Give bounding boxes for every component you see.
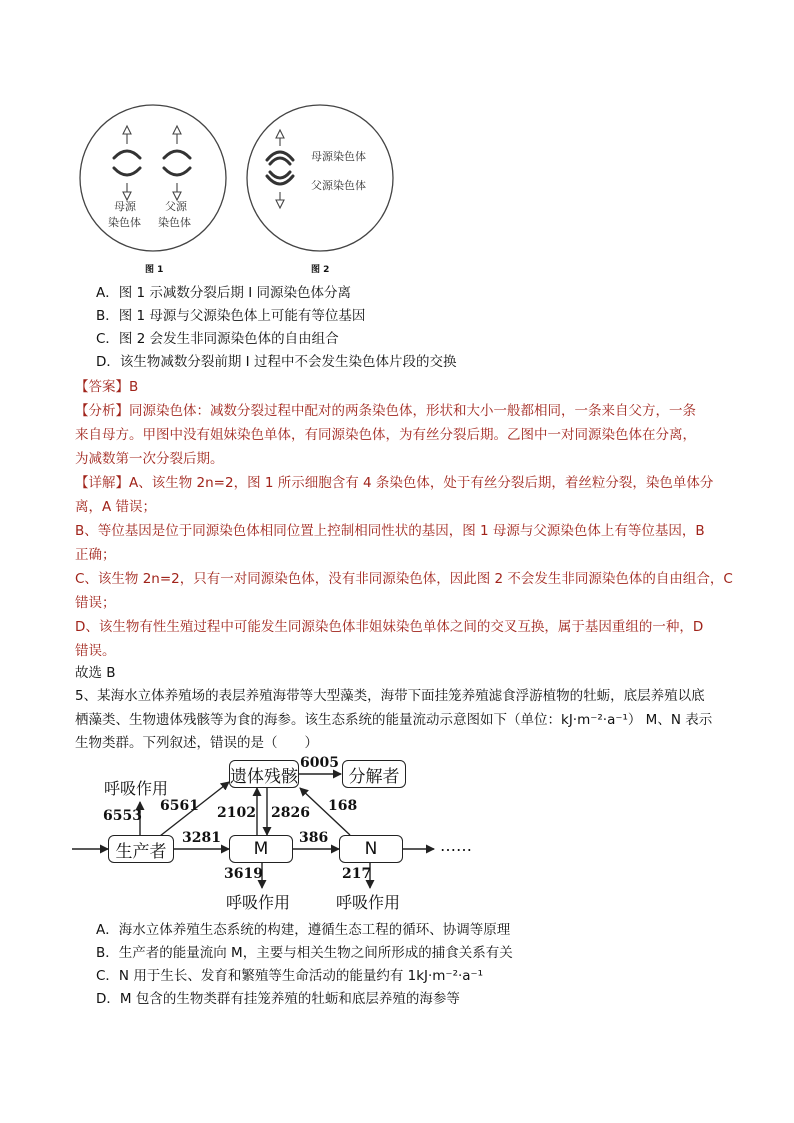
fig1-cell bbox=[80, 105, 226, 251]
q5-option-d: D．M 包含的生物类群有挂笼养殖的牡蛎和底层养殖的海参等 bbox=[96, 991, 460, 1007]
q4-option-a: A．图 1 示减数分裂后期 I 同源染色体分离 bbox=[96, 285, 351, 301]
fig1-arrows-left bbox=[123, 126, 131, 200]
fig2-label-paternal: 父源染色体 bbox=[311, 179, 366, 192]
value-168: 168 bbox=[328, 798, 358, 814]
q5-option-c: C．N 用于生长、发育和繁殖等生命活动的能量约有 1kJ·m⁻²·a⁻¹ bbox=[96, 968, 484, 984]
producer-box: 生产者 bbox=[108, 835, 174, 863]
remains-box: 遗体残骸 bbox=[229, 760, 299, 788]
value-3619: 3619 bbox=[224, 866, 263, 882]
q4-analysis-line-3: 为减数第一次分裂后期。 bbox=[75, 451, 224, 467]
q4-detail-line-1: 【详解】A、该生物 2n=2，图 1 所示细胞含有 4 条染色体，处于有丝分裂后期，着丝粒分裂，染色单体分 bbox=[75, 475, 714, 491]
q4-option-b: B．图 1 母源与父源染色体上可能有等位基因 bbox=[96, 308, 366, 324]
q4-detail-line-4: 正确； bbox=[75, 547, 116, 563]
value-2826: 2826 bbox=[271, 805, 310, 821]
fig1-label-maternal-1: 母源 bbox=[114, 200, 136, 213]
fig1-arrows-right bbox=[173, 126, 181, 200]
q4-detail-line-5: C、该生物 2n=2，只有一对同源染色体，没有非同源染色体，因此图 2 不会发生非同源染色体的自由组合，C bbox=[75, 571, 733, 587]
fig1-label-maternal-2: 染色体 bbox=[108, 216, 141, 229]
q4-detail-line-3: B、等位基因是位于同源染色体相同位置上控制相同性状的基因，图 1 母源与父源染色体上有等位基因，B bbox=[75, 523, 705, 539]
q4-analysis-line-1: 【分析】同源染色体：减数分裂过程中配对的两条染色体，形状和大小一般都相同，一条来自父方，一条 bbox=[75, 403, 696, 419]
value-217: 217 bbox=[342, 866, 372, 882]
q4-detail-line-2: 离，A 错误； bbox=[75, 499, 157, 515]
fig1-chromosome-left bbox=[114, 151, 140, 175]
value-386: 386 bbox=[299, 830, 329, 846]
q5-stem-line-1: 5、某海水立体养殖场的表层养殖海带等大型藻类，海带下面挂笼养殖滤食浮游植物的牡蛎，底层养殖以底 bbox=[75, 688, 705, 704]
value-6561: 6561 bbox=[160, 798, 199, 814]
respiration-m-label: 呼吸作用 bbox=[226, 893, 291, 912]
value-3281: 3281 bbox=[182, 830, 221, 846]
q5-stem-line-2: 栖藻类、生物遗体残骸等为食的海参。该生态系统的能量流动示意图如下（单位：kJ·m⁻²·a⁻¹） M、N 表示 bbox=[75, 712, 713, 728]
fig1-chromosome-right bbox=[164, 151, 190, 175]
q4-detail-line-7: D、该生物有性生殖过程中可能发生同源染色体非姐妹染色单体之间的交叉互换，属于基因重组的一种，D bbox=[75, 619, 704, 635]
value-2102: 2102 bbox=[217, 805, 256, 821]
q5-stem-line-3: 生物类群。下列叙述，错误的是（ ） bbox=[75, 735, 318, 751]
n-box: N bbox=[339, 835, 403, 863]
q4-conclusion: 故选 B bbox=[75, 665, 116, 681]
onward-ellipsis: …… bbox=[440, 836, 472, 855]
fig1-caption: 图 1 bbox=[145, 265, 164, 275]
value-6005: 6005 bbox=[300, 755, 339, 771]
fig2-caption: 图 2 bbox=[311, 265, 330, 275]
q4-detail-line-8: 错误。 bbox=[75, 643, 116, 659]
respiration-producer-label: 呼吸作用 bbox=[104, 779, 169, 798]
q4-answer: 【答案】B bbox=[75, 379, 139, 395]
fig2-chromosome-pair bbox=[267, 152, 293, 184]
fig1-label-paternal-1: 父源 bbox=[165, 200, 187, 213]
fig2-arrows bbox=[276, 130, 284, 208]
q4-option-d: D．该生物减数分裂前期 I 过程中不会发生染色体片段的交换 bbox=[96, 354, 457, 370]
value-6553: 6553 bbox=[103, 808, 142, 824]
q4-option-c: C．图 2 会发生非同源染色体的自由组合 bbox=[96, 331, 339, 347]
q5-option-a: A．海水立体养殖生态系统的构建，遵循生态工程的循环、协调等原理 bbox=[96, 922, 511, 938]
q4-analysis-line-2: 来自母方。甲图中没有姐妹染色单体，有同源染色体，为有丝分裂后期。乙图中一对同源染色体在分离， bbox=[75, 427, 696, 443]
fig1-label-paternal-2: 染色体 bbox=[158, 216, 191, 229]
q5-option-b: B．生产者的能量流向 M，主要与相关生物之间所形成的捕食关系有关 bbox=[96, 945, 513, 961]
q4-detail-line-6: 错误； bbox=[75, 595, 116, 611]
decomposer-box: 分解者 bbox=[342, 760, 406, 788]
respiration-n-label: 呼吸作用 bbox=[336, 893, 401, 912]
fig2-label-maternal: 母源染色体 bbox=[311, 150, 366, 163]
m-box: M bbox=[229, 835, 293, 863]
